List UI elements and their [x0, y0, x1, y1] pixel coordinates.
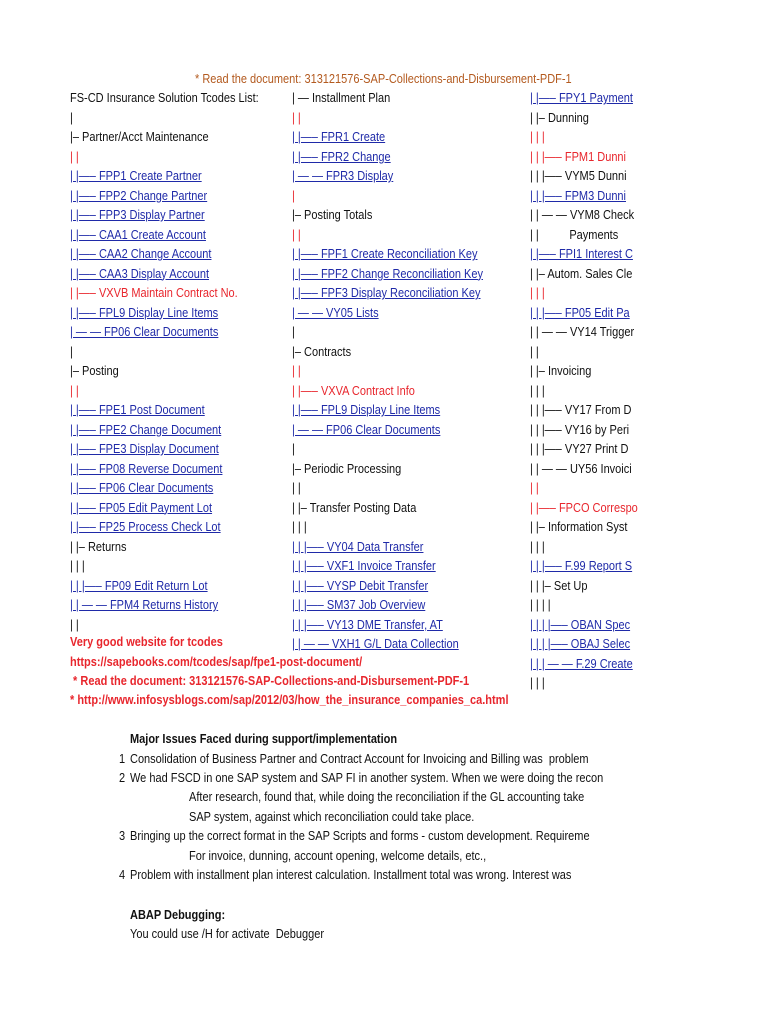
tcode-line-wrap [292, 635, 528, 654]
tcode-line-wrap [70, 538, 292, 557]
tcode-line-wrap [530, 245, 650, 264]
tcode-line-wrap [530, 421, 650, 440]
tcode-line-wrap [292, 245, 528, 264]
tcode-line-wrap [292, 187, 528, 206]
tcode-line-wrap [530, 284, 650, 303]
tcode-line-wrap [530, 109, 650, 128]
tcode-line: | | [70, 149, 79, 164]
tcode-line-wrap [292, 362, 528, 381]
website-label: Very good website for tcodes [70, 635, 223, 649]
tcode-line-wrap [292, 323, 528, 342]
tcode-line-wrap [70, 421, 292, 440]
tcode-line: |– Contracts [292, 344, 352, 359]
tcode-line-wrap [530, 265, 650, 284]
tcode-line-wrap [70, 187, 292, 206]
tcode-line-wrap [70, 167, 292, 186]
tcode-line: | | | [530, 286, 545, 300]
tcode-link[interactable]: | |—– FPF1 Create Reconciliation Key [292, 247, 478, 261]
tcode-line-wrap [292, 382, 528, 401]
tcode-line-wrap [530, 538, 650, 557]
tcode-link[interactable]: | — — FP06 Clear Documents [292, 422, 441, 437]
tcode-line-wrap [530, 343, 650, 362]
tcode-line: | | |—– VYM5 Dunni [530, 169, 627, 183]
tcode-line: |– Posting Totals [292, 208, 373, 222]
tcode-line-wrap [292, 401, 528, 420]
tcode-line-wrap [70, 284, 292, 303]
tcode-line-wrap [292, 499, 528, 518]
tcode-line: | | [292, 481, 301, 495]
tcode-line-wrap [70, 245, 292, 264]
tcode-link[interactable]: | |—– FPP2 Change Partner [70, 188, 208, 203]
tcode-line: | |—– VXVA Contract Info [292, 383, 415, 398]
tcode-link[interactable]: | | |—– SM37 Job Overview [292, 598, 426, 612]
tcode-line: | | [530, 481, 539, 495]
tcode-line-wrap [70, 128, 292, 147]
tcode-line: | | [530, 344, 539, 359]
tcode-line-wrap [530, 401, 650, 420]
tcode-line: | |– Returns [70, 539, 127, 554]
tcode-line: | |– Invoicing [530, 364, 592, 378]
tcode-line-wrap [530, 206, 650, 225]
tcode-line: | [70, 344, 73, 359]
tcode-line: | | |– Set Up [530, 578, 588, 593]
tcode-line-wrap [292, 226, 528, 245]
issue-text: Consolidation of Business Partner and Contract Account for Invoicing and Billing was problem [130, 752, 589, 766]
issue-line-wrap [130, 750, 650, 769]
issue-line-wrap [130, 769, 650, 788]
tcode-line: | | [292, 110, 301, 125]
tcode-line-wrap [530, 148, 650, 167]
tcode-line: | — Installment Plan [292, 91, 391, 105]
document-title: * Read the document: 313121576-SAP-Collections-and-Disbursement-PDF-1 [195, 72, 572, 86]
tcode-line-wrap [70, 479, 292, 498]
tcode-link[interactable]: | |—– FPL9 Display Line Items [70, 305, 219, 320]
tcode-line-wrap [70, 401, 292, 420]
tcode-line-wrap [70, 616, 292, 635]
tcode-line: | | [292, 364, 301, 378]
tcode-link[interactable]: | |—– FPP3 Display Partner [70, 208, 205, 222]
tcode-link[interactable]: | |—– FPR1 Create [292, 130, 386, 144]
tcode-line-wrap [530, 557, 650, 576]
tcode-link[interactable]: | |—– FP25 Process Check Lot [70, 520, 221, 534]
tcode-line-wrap [530, 323, 650, 342]
tcode-line-wrap [530, 479, 650, 498]
tcode-link[interactable]: | |—– FPY1 Payment [530, 91, 633, 105]
tcode-line-wrap [70, 206, 292, 225]
tcode-link[interactable]: | |—– FPE1 Post Document [70, 403, 205, 417]
tcode-line: | | — — UY56 Invoici [530, 461, 632, 476]
tcode-line-wrap [292, 89, 528, 108]
issue-text: For invoice, dunning, account opening, welcome details, etc., [189, 849, 487, 863]
tcode-line-wrap [292, 284, 528, 303]
read-document-note: * Read the document: 313121576-SAP-Collections-and-Disbursement-PDF-1 [70, 674, 470, 688]
tcode-link[interactable]: | |—– FPE2 Change Document [70, 422, 222, 437]
website-url-infosys[interactable]: * http://www.infosysblogs.com/sap/2012/03/how_the_insurance_companies_ca.html [70, 693, 509, 707]
tcode-line-wrap [70, 557, 292, 576]
tcode-line-wrap [70, 460, 292, 479]
tcode-line-wrap [530, 187, 650, 206]
tcode-link[interactable]: | — — VY05 Lists [292, 305, 379, 320]
tcode-line: | | | [530, 130, 545, 144]
tcode-line: | |– Autom. Sales Cle [530, 266, 633, 281]
tcode-line-wrap [70, 226, 292, 245]
tcode-line-wrap [292, 148, 528, 167]
tcode-line-wrap [70, 362, 292, 381]
tcode-line-wrap [530, 440, 650, 459]
tcode-link[interactable]: | |—– CAA3 Display Account [70, 266, 209, 281]
tcode-line: | |– Transfer Posting Data [292, 500, 417, 515]
tcode-line-wrap [70, 577, 292, 596]
tcode-line: FS-CD Insurance Solution Tcodes List: [70, 91, 259, 105]
tcode-line-wrap [530, 655, 650, 674]
tcode-link[interactable]: | | |—– VY13 DME Transfer, AT [292, 617, 443, 632]
tcode-line: | | | [530, 383, 545, 398]
tcode-link[interactable]: | | | |—– OBAN Spec [530, 617, 631, 632]
tcode-line-wrap [70, 440, 292, 459]
tcode-link[interactable]: | |—– FPI1 Interest C [530, 247, 633, 261]
tcode-link[interactable]: | | |—– VYSP Debit Transfer [292, 578, 429, 593]
tcode-line: | [70, 110, 73, 125]
tcode-line-wrap [292, 343, 528, 362]
tcode-line-wrap [70, 109, 292, 128]
tcode-line-wrap [292, 304, 528, 323]
tcode-line-wrap [70, 304, 292, 323]
tcode-line: | | [70, 383, 79, 398]
tcode-link[interactable]: | |—– FPE3 Display Document [70, 442, 219, 456]
issue-number: 4 [119, 868, 126, 882]
tcode-line-wrap [292, 616, 528, 635]
tcode-link[interactable]: | | — — FPM4 Returns History [70, 598, 219, 612]
tcode-line-wrap [70, 148, 292, 167]
tcode-line-wrap [530, 362, 650, 381]
tcode-link[interactable]: | — — FP06 Clear Documents [70, 325, 219, 339]
tcode-line: |– Posting [70, 364, 119, 378]
tcode-line-wrap [292, 421, 528, 440]
tcode-line-wrap [292, 577, 528, 596]
tcode-line: | | | [292, 520, 307, 534]
tcode-link[interactable]: | | | |—– OBAJ Selec [530, 637, 631, 651]
tcode-line: | | |—– VY17 From D [530, 403, 632, 417]
tcode-line: | |– Dunning [530, 110, 589, 125]
tcode-line-wrap [70, 518, 292, 537]
abap-text: You could use /H for activate Debugger [130, 927, 325, 941]
tcode-link[interactable]: | |—– FPR2 Change [292, 149, 391, 164]
tcode-line-wrap [530, 382, 650, 401]
issue-text: SAP system, against which reconciliation could take place. [189, 810, 475, 824]
tcode-line-wrap [292, 538, 528, 557]
issues-heading: Major Issues Faced during support/implementation [130, 732, 398, 746]
tcode-line: | |—– VXVB Maintain Contract No. [70, 286, 238, 300]
tcode-line-wrap [530, 167, 650, 186]
tcode-line-wrap [70, 499, 292, 518]
tcode-link[interactable]: | |—– CAA2 Change Account [70, 247, 212, 261]
tcode-line-wrap [530, 460, 650, 479]
tcode-line-wrap [530, 635, 650, 654]
tcode-line-wrap [530, 499, 650, 518]
tcode-line-wrap [292, 440, 528, 459]
tcode-link[interactable]: | |—– FPF2 Change Reconciliation Key [292, 266, 483, 281]
tcode-line: | | |—– FPM1 Dunni [530, 149, 627, 164]
tcode-line-wrap [530, 304, 650, 323]
issue-number: 2 [119, 771, 126, 785]
tcode-line: | | [292, 227, 301, 242]
tcode-line: | | — — VY14 Trigger [530, 325, 635, 339]
tcode-line-wrap [292, 128, 528, 147]
tcode-line: | [292, 442, 295, 456]
tcode-line-wrap [292, 167, 528, 186]
tcode-line: | | [70, 617, 79, 632]
tcode-link[interactable]: | — — FPR3 Display [292, 169, 394, 183]
tcode-line-wrap [530, 226, 650, 245]
tcode-line-wrap [292, 557, 528, 576]
issue-number: 3 [119, 829, 126, 843]
tcode-link[interactable]: | |—– FP06 Clear Documents [70, 481, 214, 495]
issue-line-wrap [189, 788, 650, 807]
tcode-line-wrap [292, 479, 528, 498]
issue-line-wrap [189, 847, 650, 866]
issue-line-wrap [189, 808, 650, 827]
tcode-link[interactable]: | | — — VXH1 G/L Data Collection [292, 637, 459, 651]
tcode-link[interactable]: | | |—– FP05 Edit Pa [530, 305, 630, 320]
website-url-sapebooks[interactable]: https://sapebooks.com/tcodes/sap/fpe1-post-document/ [70, 655, 363, 669]
tcode-line-wrap [70, 323, 292, 342]
tcode-link[interactable]: | |—– FP05 Edit Payment Lot [70, 500, 213, 515]
tcode-link[interactable]: | | |—– F.99 Report S [530, 559, 633, 573]
tcode-line: | [292, 188, 295, 203]
tcode-line-wrap [292, 518, 528, 537]
tcode-line-wrap [70, 343, 292, 362]
tcode-line-wrap [530, 89, 650, 108]
issue-text: After research, found that, while doing the reconciliation if the GL accounting take [189, 790, 585, 804]
issue-line-wrap [130, 827, 650, 846]
tcode-line-wrap [70, 382, 292, 401]
issue-text: Bringing up the correct format in the SAP Scripts and forms - custom development. Requireme [130, 829, 590, 843]
tcode-line: | | Payments [530, 227, 619, 242]
tcode-link[interactable]: | |—– FPP1 Create Partner [70, 169, 202, 183]
tcode-link[interactable]: | | |—– VXF1 Invoice Transfer [292, 559, 436, 573]
tcode-line: |– Partner/Acct Maintenance [70, 130, 209, 144]
issue-text: We had FSCD in one SAP system and SAP FI in another system. When we were doing the recon [130, 771, 604, 785]
tcode-line: | | | | [530, 598, 551, 612]
tcode-line: | | |—– VY16 by Peri [530, 422, 630, 437]
tcode-line: | | | [530, 676, 545, 690]
tcode-line-wrap [70, 265, 292, 284]
tcode-line-wrap [530, 518, 650, 537]
tcode-line-wrap [530, 596, 650, 615]
issue-line-wrap [130, 866, 650, 885]
tcode-line-wrap [530, 128, 650, 147]
tcode-line-wrap [70, 596, 292, 615]
tcode-line: | |—– FPCO Correspo [530, 500, 638, 515]
tcode-line: | [292, 325, 295, 339]
tcode-link[interactable]: | | |—– FP09 Edit Return Lot [70, 578, 208, 593]
tcode-line: | | | [530, 539, 545, 554]
tcode-link[interactable]: | | |—– VY04 Data Transfer [292, 539, 424, 554]
tcode-line: | | |—– VY27 Print D [530, 442, 629, 456]
tcode-line: | | — — VYM8 Check [530, 208, 635, 222]
tcode-link[interactable]: | |—– FP08 Reverse Document [70, 461, 223, 476]
tcode-line-wrap [292, 206, 528, 225]
tcode-line-wrap [292, 460, 528, 479]
tcode-link[interactable]: | |—– FPF3 Display Reconciliation Key [292, 286, 481, 300]
tcode-line-wrap [70, 89, 292, 108]
tcode-link[interactable]: | | | — — F.29 Create [530, 656, 633, 671]
tcode-line-wrap [292, 265, 528, 284]
tcode-line-wrap [530, 616, 650, 635]
tcode-link[interactable]: | |—– FPL9 Display Line Items [292, 403, 441, 417]
tcode-line-wrap [530, 577, 650, 596]
tcode-line: | |– Information Syst [530, 520, 628, 534]
tcode-line-wrap [292, 109, 528, 128]
abap-heading: ABAP Debugging: [130, 908, 226, 922]
issue-number: 1 [119, 752, 126, 766]
tcode-line-wrap [292, 596, 528, 615]
issue-text: Problem with installment plan interest calculation. Installment total was wrong. Interest was [130, 868, 572, 882]
tcode-line: |– Periodic Processing [292, 461, 402, 476]
tcode-line-wrap [530, 674, 650, 693]
tcode-link[interactable]: | |—– CAA1 Create Account [70, 227, 206, 242]
tcode-line: | | | [70, 559, 85, 573]
tcode-link[interactable]: | | |—– FPM3 Dunni [530, 188, 627, 203]
